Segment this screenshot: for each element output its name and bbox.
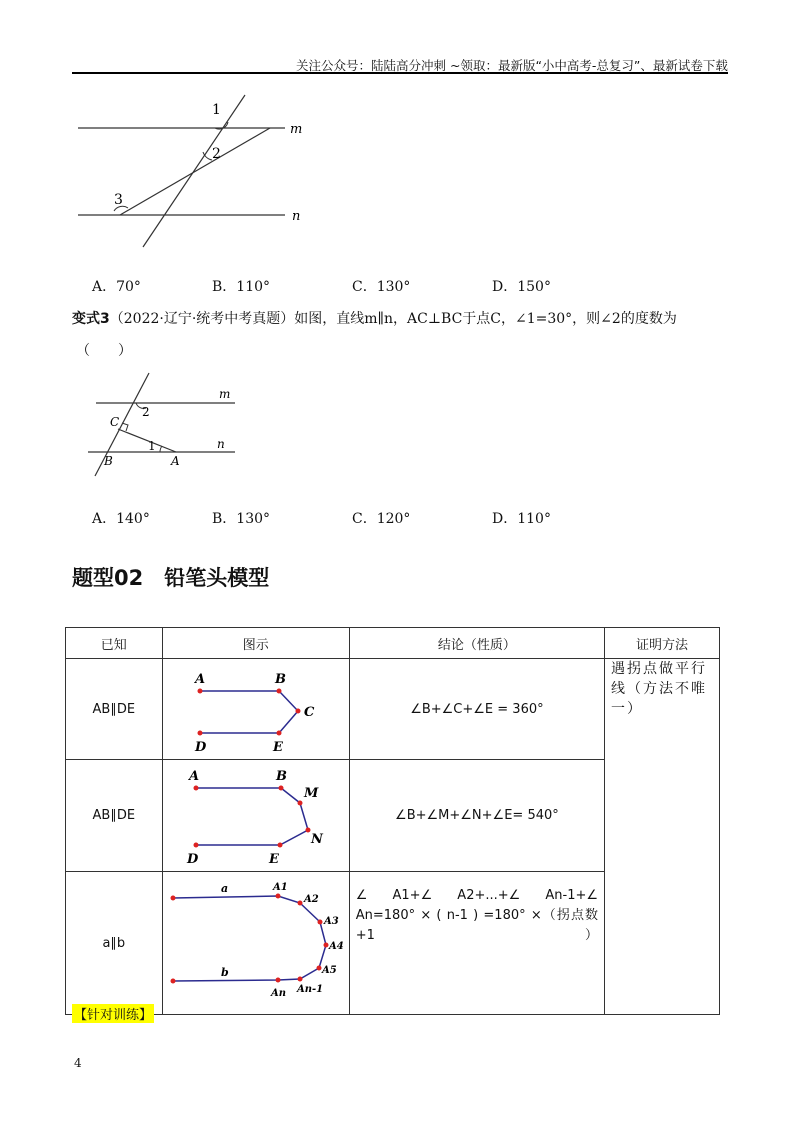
line-n-label: n xyxy=(217,437,225,451)
point-a3-label: A3 xyxy=(323,916,339,927)
proof-method-cell: 遇拐点做平行线（方法不唯一） xyxy=(605,659,720,1015)
point-m-label: M xyxy=(303,786,319,801)
table-row xyxy=(66,659,720,760)
angle3-label: 3 xyxy=(114,192,123,208)
point-a-label: A xyxy=(188,769,199,784)
figure-cell xyxy=(162,872,349,1015)
option-c: C．120° xyxy=(352,511,411,527)
header-figure: 图示 xyxy=(162,628,349,659)
line-a-label: a xyxy=(220,882,228,895)
pencil-figure-1 xyxy=(163,659,346,755)
angle2-label: 2 xyxy=(142,405,150,419)
figure-cell xyxy=(162,760,349,872)
figure-perpendicular-parallel xyxy=(80,368,250,488)
page-header: 关注公众号：陆陆高分冲刺 ~领取：最新版“小中高考-总复习”、最新试卷下载 xyxy=(296,58,728,73)
known-cell: AB∥DE xyxy=(66,659,163,760)
conclusion-cell: ∠B+∠C+∠E = 360° xyxy=(349,659,604,760)
point-c-label: C xyxy=(110,415,120,429)
header-proof: 证明方法 xyxy=(605,628,720,659)
angle1-label: 1 xyxy=(212,102,221,118)
point-a2-label: A2 xyxy=(303,894,319,905)
line-b-label: b xyxy=(220,966,229,979)
known-cell: a∥b xyxy=(66,872,163,1015)
point-a1-label: A1 xyxy=(272,882,288,893)
pencil-figure-2 xyxy=(163,760,346,867)
point-e-label: E xyxy=(268,852,279,867)
point-b-label: B xyxy=(274,672,286,687)
point-b-label: B xyxy=(275,769,287,784)
page-number: 4 xyxy=(74,1056,82,1070)
question-variant3 xyxy=(72,308,677,328)
question-source: （2022·辽宁·统考中考真题） xyxy=(109,311,295,327)
section-title: 题型02 铅笔头模型 xyxy=(72,566,270,590)
question-text: 如图，直线m∥n，AC⊥BC于点C，∠1=30°，则∠2的度数为 xyxy=(294,311,677,327)
point-a4-label: A4 xyxy=(328,941,344,952)
option-d: D．110° xyxy=(492,511,551,527)
known-cell: AB∥DE xyxy=(66,760,163,872)
figure-cell xyxy=(162,659,349,760)
header-known: 已知 xyxy=(66,628,163,659)
point-d-label: D xyxy=(194,740,206,755)
option-d: D．150° xyxy=(492,279,551,295)
pencil-figure-3 xyxy=(163,872,346,1010)
line-m-label: m xyxy=(290,122,303,137)
option-a: A．70° xyxy=(92,279,141,295)
point-c-label: C xyxy=(303,705,314,720)
figure-parallel-lines-angles xyxy=(70,90,330,250)
angle1-label: 1 xyxy=(148,439,156,453)
angle2-label: 2 xyxy=(212,146,221,162)
point-an-label: An xyxy=(270,988,286,999)
point-n-label: N xyxy=(310,832,323,847)
header-conclusion: 结论（性质） xyxy=(349,628,604,659)
line-m-label: m xyxy=(219,387,231,401)
point-e-label: E xyxy=(272,740,283,755)
option-a: A．140° xyxy=(92,511,150,527)
conclusion-cell: ∠ A1+∠ A2+...+∠ An-1+∠ An=180° × ( n-1 ) =180° ×（拐点数+1） xyxy=(349,872,604,1015)
point-d-label: D xyxy=(186,852,198,867)
point-a5-label: A5 xyxy=(321,965,337,976)
point-an-1-label: An-1 xyxy=(296,984,323,995)
option-c: C．130° xyxy=(352,279,411,295)
option-b: B．110° xyxy=(212,279,271,295)
point-a-label: A xyxy=(194,672,205,687)
practice-label: 【针对训练】 xyxy=(72,1004,154,1023)
conclusion-cell: ∠B+∠M+∠N+∠E= 540° xyxy=(349,760,604,872)
header-rule xyxy=(72,72,728,74)
line-n-label: n xyxy=(292,209,301,224)
pencil-model-table xyxy=(65,627,720,1015)
point-a-label: A xyxy=(171,454,180,468)
answer-paren: （ ） xyxy=(76,343,132,359)
table-header-row xyxy=(66,628,720,659)
option-b: B．130° xyxy=(212,511,271,527)
question-label: 变式3 xyxy=(72,311,110,327)
point-b-label: B xyxy=(104,454,113,468)
